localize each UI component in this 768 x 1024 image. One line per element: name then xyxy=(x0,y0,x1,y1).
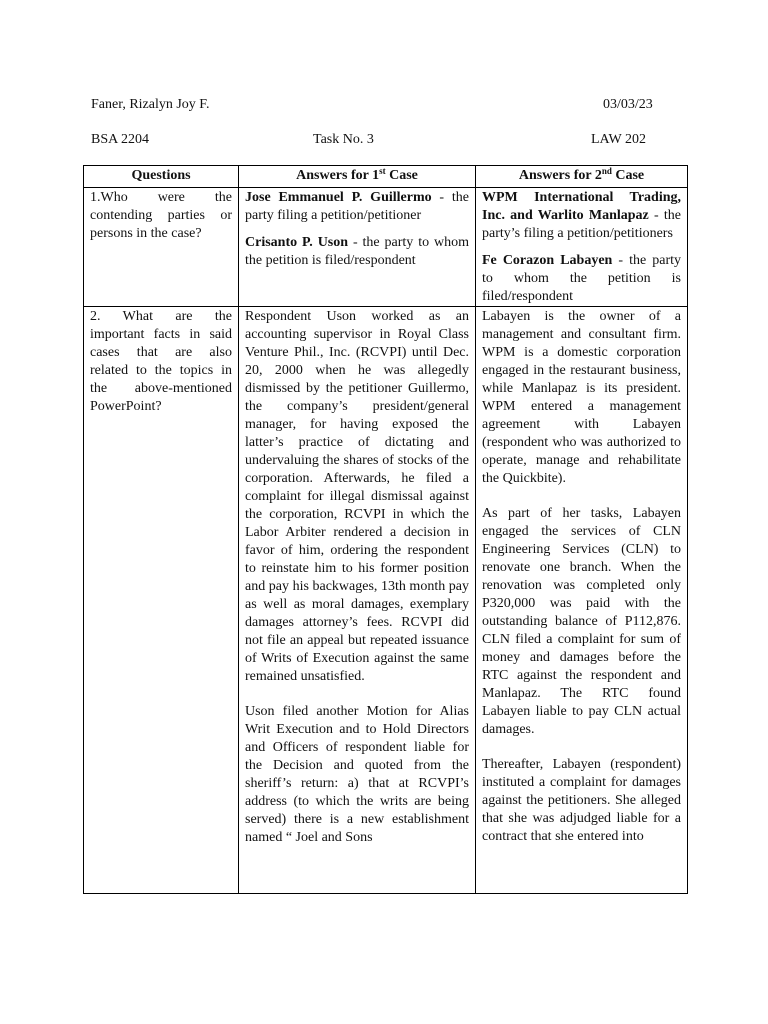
question-2: 2. What are the important facts in said cases that are also related to the topics in the above-mentioned PowerPoint? xyxy=(84,307,239,894)
section-code: BSA 2204 xyxy=(91,132,149,147)
header-questions: Questions xyxy=(84,166,239,188)
task-number: Task No. 3 xyxy=(313,132,374,147)
student-name: Faner, Rizalyn Joy F. xyxy=(91,97,210,112)
header-case-2: Answers for 2nd Case xyxy=(476,166,688,188)
course-code: LAW 202 xyxy=(591,132,647,147)
case-1-answer-1: Jose Emmanuel P. Guillermo - the party filing a petition/petitioner Crisanto P. Uson - the party to whom the petition is filed/respondent xyxy=(239,188,476,307)
table-header-row xyxy=(84,166,688,188)
document-date: 03/03/23 xyxy=(603,97,653,112)
case-2-answer-2: Labayen is the owner of a management and consultant firm. WPM is a domestic corporation engaged in the restaurant business, while Manlapaz is its president. WPM entered a management agreement with Labayen (respondent who was authorized to operate, manage and rehabilitate the Quickbite). As part of her tasks, Labayen engaged the services of CLN Engineering Services (CLN) to renovate one branch. When the renovation was completed only P320,000 was paid with the outstanding balance of P112,876. CLN filed a complaint for sum of money and damages before the RTC against the respondent and Manlapaz. The RTC found Labayen liable to pay CLN actual damages. Thereafter, Labayen (respondent) instituted a complaint for damages against the petitioners. She alleged that she was adjudged liable for a contract that she entered into xyxy=(476,307,688,894)
header-case-1: Answers for 1st Case xyxy=(239,166,476,188)
case-2-answer-1: WPM International Trading, Inc. and Warlito Manlapaz - the party’s filing a petition/petitioners Fe Corazon Labayen - the party to whom the petition is filed/respondent xyxy=(476,188,688,307)
table-row xyxy=(84,188,688,307)
question-1: 1.Who were the contending parties or persons in the case? xyxy=(84,188,239,307)
table-row xyxy=(84,307,688,894)
case-1-answer-2: Respondent Uson worked as an accounting supervisor in Royal Class Venture Phil., Inc. (RCVPI) until Dec. 20, 2000 when he was allegedly dismissed by the petitioner Guillermo, the company’s president/general manager, for having exposed the latter’s practice of dictating and undervaluing the shares of stocks of the corporation. Afterwards, he filed a complaint for illegal dismissal against the corporation, RCVPI in which the Labor Arbiter rendered a decision in favor of him, ordering the respondent to reinstate him to his former position and pay his backwages, 13th month pay as well as moral damages, exemplary damages attorney’s fees. RCVPI did not file an appeal but repeated issuance of Writs of Execution against the same remained unsatisfied. Uson filed another Motion for Alias Writ Execution and to Hold Directors and Officers of respondent liable for the Decision and quoted from the sheriff’s return: a) that at RCVPI’s address (to which the writs are being served) there is a new establishment named “ Joel and Sons xyxy=(239,307,476,894)
answers-table xyxy=(83,165,688,894)
